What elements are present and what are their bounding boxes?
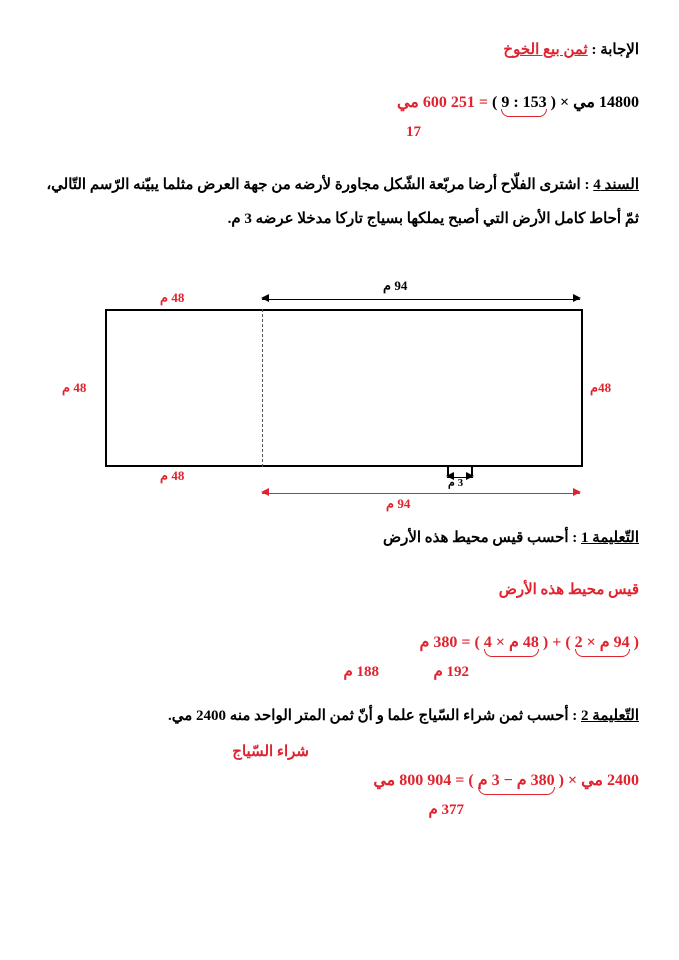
calc1-under-a: 188 م <box>343 664 379 680</box>
calc1-underbrace-a <box>575 649 630 657</box>
calc2-underbrace <box>478 787 555 795</box>
calc1-four: 4 <box>483 634 492 651</box>
instruction-2 <box>168 706 639 725</box>
top-length-arrow <box>262 298 580 299</box>
calc2-equals: = <box>455 772 465 789</box>
calc2-under: 377 م <box>428 802 464 818</box>
arrow-line <box>262 299 580 300</box>
paren-close: ) <box>491 94 498 111</box>
arrow-head-left <box>261 294 269 302</box>
bottom-arrow-label: 94 م <box>386 496 411 511</box>
instruction-1 <box>383 528 639 547</box>
instruction-1-subtitle: قيس محيط هذه الأرض <box>498 582 639 598</box>
calc1-group-b <box>484 632 539 654</box>
calc1-two: 2 <box>574 634 583 651</box>
arrow-head-right <box>573 294 581 302</box>
answer-calculation <box>40 92 639 114</box>
equals-sign: = <box>478 94 488 111</box>
answer-under-value: 17 <box>406 124 421 140</box>
instruction-2-text: : أحسب ثمن شراء السّياج علما و أنّ ثمن المتر الواحد منه 2400 مي. <box>167 708 578 724</box>
calc1-open-1: ( <box>633 634 639 651</box>
calc1-result: 380 م <box>419 634 458 651</box>
land-diagram <box>0 270 679 510</box>
calc1-plus: + <box>552 634 562 651</box>
answer-title: ثمن بيع الخوخ <box>503 42 588 58</box>
colon-operator: : <box>513 94 519 111</box>
calc1-close-2: ) <box>474 634 480 651</box>
calc1-equals: = <box>461 634 471 651</box>
calc2-close: ) <box>468 772 474 789</box>
division-group <box>501 94 546 114</box>
calc2-minus: − <box>503 772 513 789</box>
top-left-label: 48 م <box>160 290 185 305</box>
calc2-result: 904 800 مي <box>373 772 452 789</box>
calc2-price: 2400 مي <box>581 772 639 789</box>
calc1-under-b: 192 م <box>433 664 469 680</box>
calc2-group <box>478 770 555 792</box>
instruction-1-text: : أحسب قيس محيط هذه الأرض <box>382 530 578 546</box>
gate-label: 3 م <box>448 477 464 489</box>
bottom-arrow-line <box>262 493 580 494</box>
calc1-group-a <box>575 632 630 654</box>
bottom-length-arrow <box>262 492 580 493</box>
underbrace <box>501 109 546 117</box>
bottom-arrow-head-right <box>573 488 581 496</box>
rectangle-shape <box>105 309 583 467</box>
answer-expr-prefix: 14800 مي × <box>559 94 639 111</box>
instruction-2-subtitle: شراء السّياج <box>232 744 309 760</box>
divisor: 9 <box>501 94 510 111</box>
instruction-1-tag: التّعليمة 1 <box>581 530 639 546</box>
calc1-times-2: × <box>495 634 505 651</box>
answer-label: الإجابة : <box>591 42 639 58</box>
dividend: 153 <box>522 94 547 111</box>
paren-open: ( <box>550 94 556 111</box>
bottom-left-label: 48 م <box>160 468 185 483</box>
instruction-2-calculation <box>40 770 639 792</box>
calc1-open-2: ( <box>542 634 549 651</box>
calc2-open: ( <box>558 772 564 789</box>
calc1-underbrace-b <box>484 649 539 657</box>
statement-tag: السند 4 <box>593 177 639 193</box>
left-side-label: 48 م <box>62 380 87 395</box>
calc1-a: 94 م <box>599 634 630 651</box>
gate-tick-left <box>447 467 449 476</box>
calc1-close-1: ) <box>565 634 571 651</box>
answer-result: 251 600 مي <box>396 94 475 111</box>
top-arrow-label: 94 م <box>383 278 408 293</box>
statement-text: : اشترى الفلّاح أرضا مربّعة الشّكل مجاورة لأرضه من جهة العرض مثلما يبيّنه الرّسم التّالي، ثمّ أحاط كامل الأرض التي أصبح يملكها بسياج تاركا مدخلا عرضه 3 م. <box>46 177 639 227</box>
right-side-label: 48م <box>590 380 612 395</box>
instruction-2-tag: التّعليمة 2 <box>581 708 639 724</box>
gate-tick-right <box>471 467 473 476</box>
calc2-a: 380 م <box>516 772 555 789</box>
instruction-1-calculation <box>40 632 639 654</box>
calc2-times: × <box>567 772 578 789</box>
answer-heading <box>503 40 639 59</box>
calc2-b: 3 م <box>477 772 500 789</box>
statement-paragraph <box>42 168 639 236</box>
calc1-b: 48 م <box>508 634 539 651</box>
calc1-times-1: × <box>586 634 596 651</box>
bottom-arrow-head-left <box>261 488 269 496</box>
square-divider-line <box>262 309 263 467</box>
